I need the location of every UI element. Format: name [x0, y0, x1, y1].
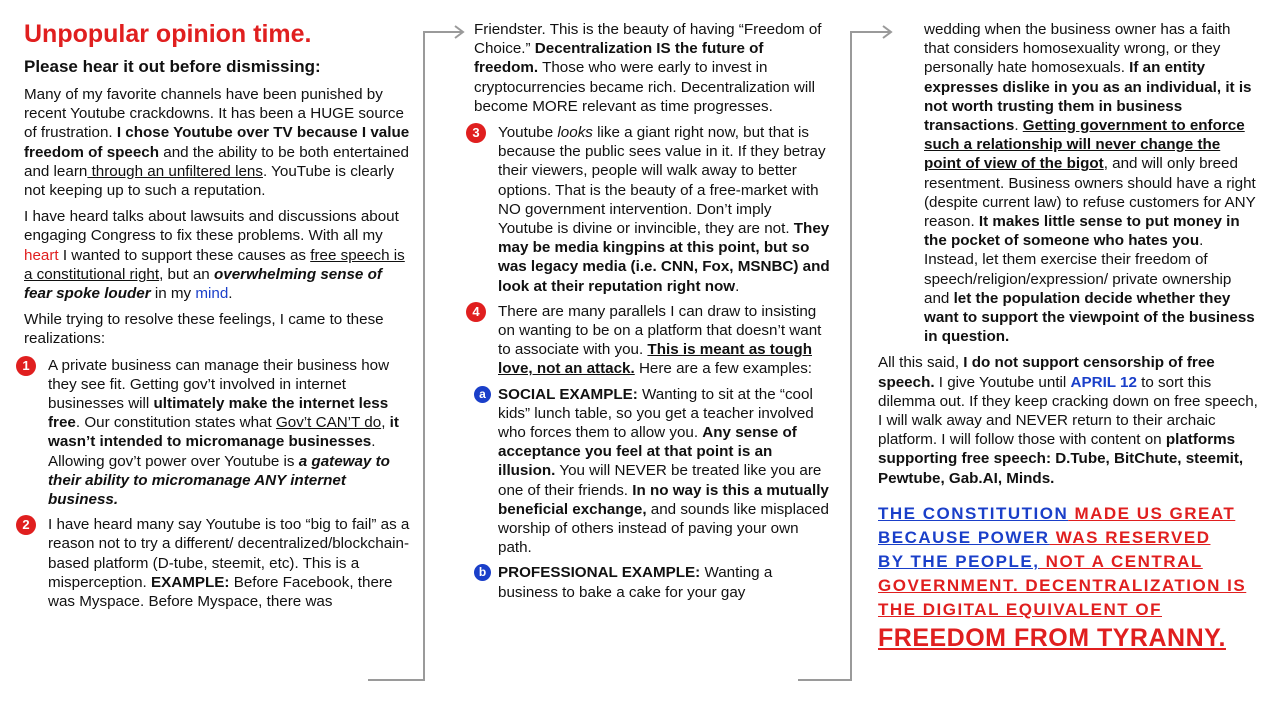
text-bold-italic: a gateway to their ability to micromanage ANY internet business. — [48, 452, 390, 509]
text: . — [735, 277, 740, 295]
text: I wanted to support these causes as — [58, 246, 311, 264]
banner-line-6 — [878, 622, 1258, 654]
text: . Our constitution states what — [75, 414, 276, 432]
lawsuits-paragraph — [24, 207, 412, 303]
text: Wanting a business to bake a cake for your gay — [498, 564, 773, 601]
example-label: SOCIAL EXAMPLE: — [498, 385, 638, 403]
text: I have heard many say Youtube is too “big to fail” as a reason not to try a different/ decentralized/blockchain-based platform (D-tube, steemit, etc). This is a misperception. — [48, 516, 410, 591]
text: You will NEVER be treated like you are one of their friends. — [498, 462, 822, 499]
text-bold: It makes little sense to put money in the pocket of someone who hates you — [924, 213, 1240, 250]
text: Friendster. This is the beauty of having “Freedom of Choice.” — [474, 21, 822, 58]
banner-text-red: MADE US GREAT — [1068, 503, 1236, 523]
text: Before Facebook, there was Myspace. Before Myspace, there was — [48, 573, 393, 611]
text: . Allowing gov’t power over Youtube is — [48, 433, 376, 470]
column-left — [24, 20, 412, 617]
realizations-intro: While trying to resolve these feelings, I came to these realizations: — [24, 311, 384, 348]
banner-line-5 — [878, 598, 1258, 622]
text-bold: In no way is this a mutually beneficial exchange, — [498, 481, 829, 518]
banner-text-red: THE DIGITAL EQUIVALENT OF — [878, 599, 1162, 619]
text: Youtube — [498, 124, 558, 142]
text: Those who were early to invest in cryptocurrencies became rich. Decentralization will become MORE relevant as time progresses. — [474, 59, 816, 115]
realization-item-3 — [474, 123, 830, 296]
text: I give Youtube until — [934, 373, 1071, 391]
banner-line-3 — [878, 550, 1258, 574]
text-underline: Gov’t CAN’T do — [275, 414, 382, 432]
text-bold-italic: overwhelming sense of fear spoke louder — [24, 265, 382, 303]
text-bold: They may be media kingpins at this point, but so was legacy media (i.e. CNN, Fox, MSNBC) and look at their reputation right now — [498, 220, 830, 295]
realization-item-2 — [24, 515, 412, 611]
example-professional — [474, 563, 830, 601]
friendster-paragraph — [474, 20, 830, 116]
letter-badge: b — [474, 564, 491, 581]
text-underline: through an unfiltered lens — [87, 162, 263, 180]
letter-badge: a — [474, 386, 491, 403]
heart-word: heart — [24, 246, 59, 264]
text-bold-underline: This is meant as tough love, not an attack. — [498, 341, 812, 378]
page-subtitle: Please hear it out before dismissing: — [24, 57, 321, 76]
column-right — [878, 20, 1258, 654]
text: . YouTube is clearly not keeping up to such a reputation. — [24, 162, 395, 200]
example-label: PROFESSIONAL EXAMPLE: — [498, 564, 701, 582]
text: , and will only breed resentment. Business owners should have a right (despite current law) to refuse customers for ANY reason. — [924, 155, 1256, 231]
text-bold: it wasn’t intended to micromanage businesses — [48, 414, 399, 451]
text: I have heard talks about lawsuits and discussions about engaging Congress to fix these problems. With all my — [24, 208, 399, 245]
text-bold: I chose Youtube over TV because I value freedom of speech — [24, 124, 410, 161]
banner-line-2 — [878, 526, 1258, 550]
text: . Instead, let them exercise their freedom of speech/religion/expression/ private ownership and — [924, 232, 1232, 307]
text-bold: If an entity expresses dislike in you as an individual, it is not worth trusting them in business transactions — [924, 59, 1252, 135]
text: and sounds like misplaced worship of others instead of paving your own path. — [498, 500, 829, 557]
text: There are many parallels I can draw to insisting on wanting to be on a platform that doesn’t want to associate with you. — [498, 302, 822, 359]
text-bold: Decentralization IS the future of freedom. — [474, 40, 764, 77]
banner-text-red: WAS RESERVED — [1049, 527, 1211, 547]
number-badge: 2 — [16, 515, 36, 535]
banner-text-blue: BY THE PEOPLE, — [878, 551, 1040, 571]
text: like a giant right now, but that is because the public sees value in it. If they betray their viewers, people will walk away to better options. That is the beauty of a free-market with NO government intervention. Don’t imply Youtube is divine or invincible, they are not. — [498, 124, 826, 238]
banner-line-1 — [878, 502, 1258, 526]
page-title: Unpopular opinion time. — [24, 20, 312, 48]
number-badge: 1 — [16, 356, 36, 376]
conclusion-paragraph — [878, 353, 1258, 487]
text: in my — [150, 285, 196, 303]
text-bold: let the population decide whether they want to support the viewpoint of the business in question. — [924, 289, 1255, 346]
number-badge: 4 — [466, 302, 486, 322]
text: to sort this dilemma out. If they keep cracking down on free speech, I will walk away and NEVER return to their archaic platform. I will follow those with content on — [878, 373, 1258, 449]
deadline-date: APRIL 12 — [1070, 373, 1137, 391]
text-bold: ultimately make the internet less free — [48, 395, 389, 432]
text: , but an — [159, 265, 214, 283]
text: A private business can manage their business how they see fit. Getting gov’t involved in internet businesses will — [48, 356, 390, 413]
mind-word: mind — [195, 285, 229, 303]
banner-text-blue: THE CONSTITUTION — [878, 503, 1069, 523]
text: All this said, — [878, 354, 964, 372]
intro-paragraph — [24, 85, 412, 200]
text-bold: Any sense of acceptance you feel at that point is an illusion. — [498, 424, 797, 480]
text: . — [228, 285, 233, 303]
text: Many of my favorite channels have been punished by recent Youtube crackdowns. It has been a HUGE source of frustration. — [24, 86, 404, 142]
text-underline: free speech is a constitutional right — [24, 246, 405, 283]
wedding-paragraph — [878, 20, 1258, 346]
text-italic: looks — [557, 124, 593, 142]
example-social — [474, 385, 830, 558]
column-middle — [474, 20, 830, 608]
number-badge: 3 — [466, 123, 486, 143]
realization-item-1 — [24, 356, 412, 510]
banner-text-red: NOT A CENTRAL — [1039, 551, 1203, 571]
text: wedding when the business owner has a faith that considers homosexuality wrong, or they personally hate homosexuals. — [924, 21, 1231, 77]
text: Wanting to sit at the “cool kids” lunch table, so you get a teacher involved who forces them to allow you. — [498, 385, 814, 442]
text-bold: EXAMPLE: — [150, 573, 230, 591]
text-bold: I do not support censorship of free speech. — [878, 354, 1215, 391]
text-bold: platforms supporting free speech: D.Tube, BitChute, steemit, Pewtube, Gab.AI, Minds. — [878, 431, 1244, 487]
banner-line-4 — [878, 574, 1258, 598]
text: . — [1014, 117, 1023, 135]
text: Here are a few examples: — [634, 360, 813, 378]
banner-text-red: GOVERNMENT. DECENTRALIZATION IS — [878, 575, 1247, 595]
text: , — [381, 414, 390, 432]
text-bold-underline: Getting government to enforce such a relationship will never change the point of view of the bigot — [924, 117, 1245, 173]
realization-item-4 — [474, 302, 830, 379]
banner-text-blue: BECAUSE POWER — [878, 527, 1050, 547]
text: and the ability to be both entertained and learn — [24, 143, 409, 180]
banner-text-red: FREEDOM FROM TYRANNY. — [878, 623, 1226, 652]
closing-banner — [878, 502, 1258, 654]
